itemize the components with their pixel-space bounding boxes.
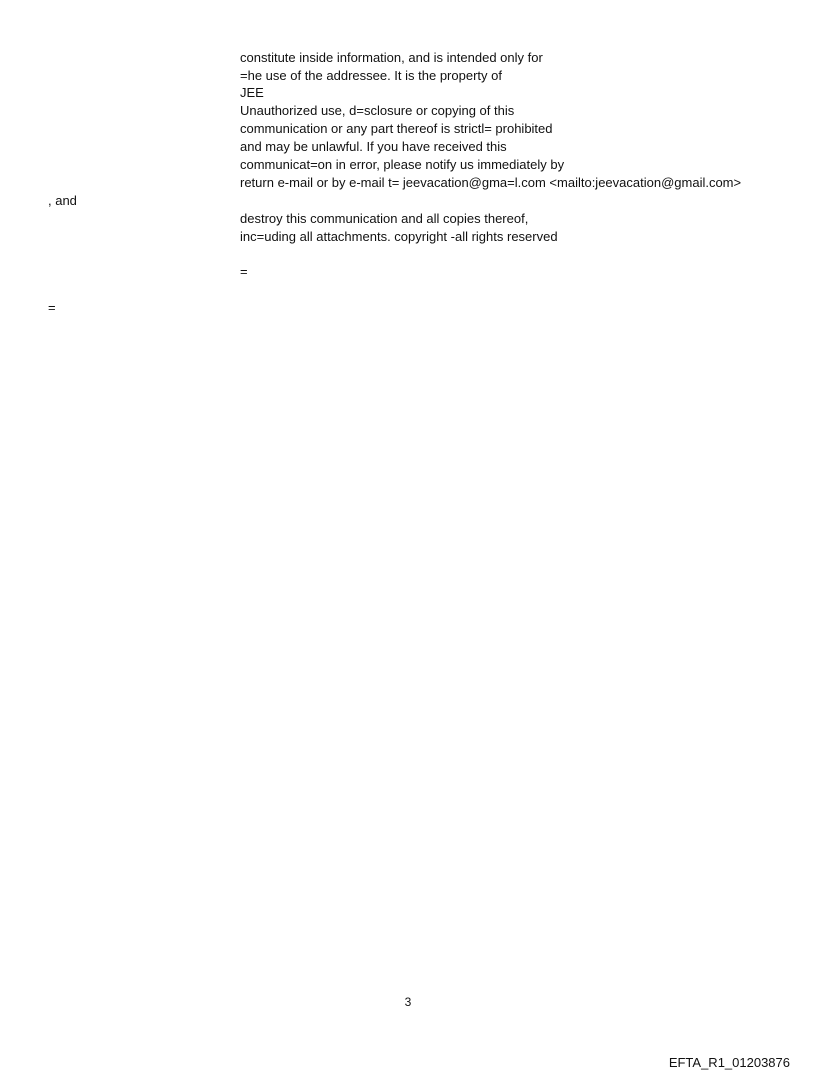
marker-left: = [48,300,56,315]
side-fragment: , and [48,193,77,208]
body-line-5: communication or any part thereof is strictl= prohibited [240,121,553,136]
body-line-8: return e-mail or by e-mail t= jeevacation@gma=l.com <mailto:jeevacation@gmail.com> [240,175,742,190]
page-number: 3 [404,995,412,1009]
body-line-7: communicat=on in error, please notify us immediately by [240,157,565,172]
body-line-3: JEE [240,85,264,100]
footer-document-id: EFTA_R1_01203876 [668,1055,790,1070]
body-line-6: and may be unlawful. If you have received this [240,139,507,154]
body-line-2: =he use of the addressee. It is the property of [240,68,502,83]
body-line-1: constitute inside information, and is intended only for [240,50,543,65]
closing-line-1: destroy this communication and all copies thereof, [240,211,529,226]
body-line-4: Unauthorized use, d=sclosure or copying of this [240,103,515,118]
closing-line-2: inc=uding all attachments. copyright -all rights reserved [240,229,558,244]
marker-indented: = [240,264,248,279]
